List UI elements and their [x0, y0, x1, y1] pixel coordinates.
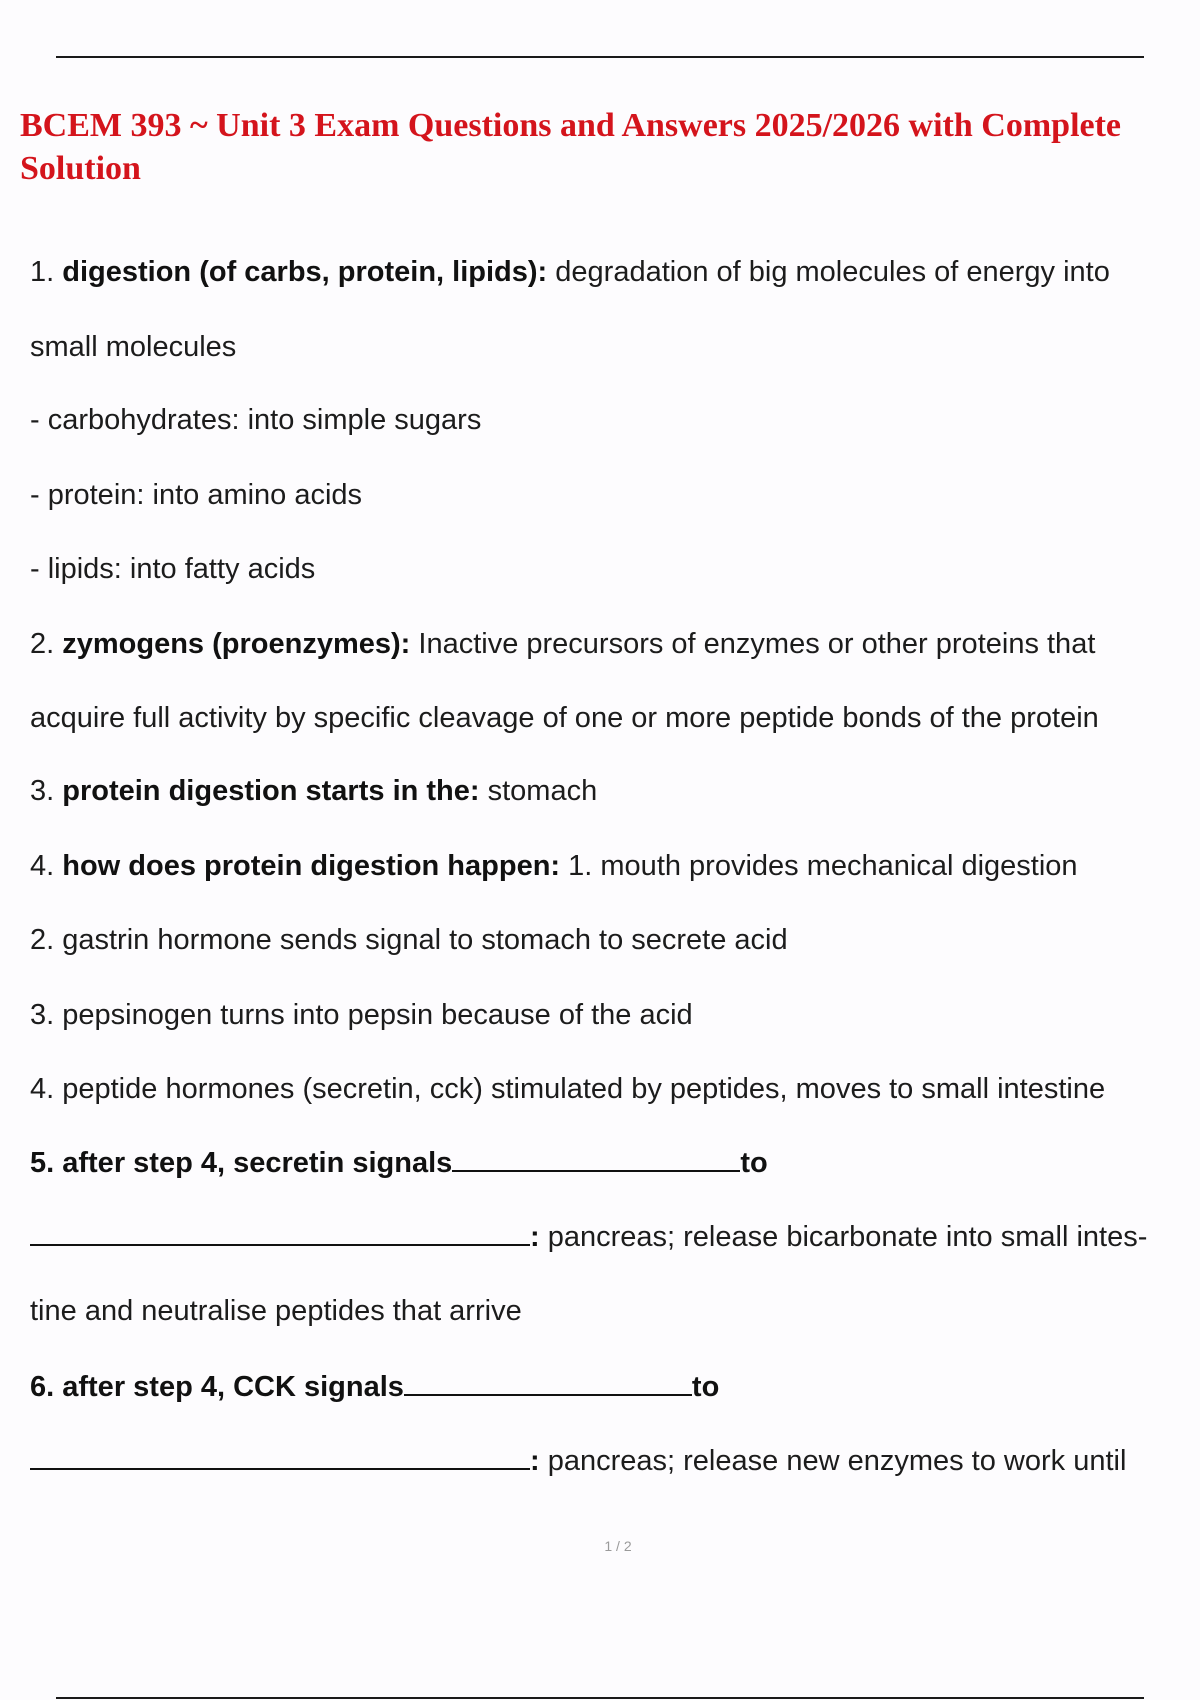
q4-number: 4. [30, 850, 55, 882]
q3-term: protein digestion starts in the: [62, 775, 480, 807]
q4-term: how does protein digestion happen: [62, 850, 561, 882]
q5-answer-line [30, 1219, 1200, 1255]
q4-step-3: 3. pepsinogen turns into pepsin because of the acid [30, 999, 693, 1031]
q2-answer-cont: acquire full activity by specific cleavage of one or more peptide bonds of the protein [30, 702, 1099, 734]
q3-line [30, 773, 1200, 809]
q6-answer-line [30, 1443, 1200, 1479]
page-number: 1 / 2 [604, 1538, 632, 1554]
q1-number: 1. [30, 256, 55, 288]
q5-colon: : [530, 1221, 540, 1253]
bottom-rule [56, 1697, 1144, 1699]
q5-blank-2 [30, 1220, 530, 1246]
q4-answer: 1. mouth provides mechanical digestion [568, 850, 1078, 882]
title-line-1: BCEM 393 ~ Unit 3 Exam Questions and Answers 2025/2026 with Complete [20, 107, 1122, 144]
q5-question: 5. after step 4, secretin signals [30, 1147, 453, 1179]
q4-line [30, 848, 1200, 884]
q6-colon: : [530, 1445, 540, 1477]
q1-item-protein: - protein: into amino acids [30, 479, 363, 511]
q5-to: to [740, 1147, 768, 1179]
q5-blank-1 [452, 1146, 740, 1172]
q2-term: zymogens (proenzymes): [62, 628, 411, 660]
q1-line [30, 254, 1200, 290]
top-rule [56, 56, 1144, 58]
q6-line [30, 1369, 1200, 1405]
q1-item-lipids: - lipids: into fatty acids [30, 553, 316, 585]
q6-to: to [691, 1371, 720, 1403]
q4-step-4: 4. peptide hormones (secretin, cck) stimulated by peptides, moves to small intestine [30, 1073, 1106, 1105]
q6-answer: pancreas; release new enzymes to work until [547, 1445, 1127, 1477]
q4-step-2: 2. gastrin hormone sends signal to stomach to secrete acid [30, 924, 788, 956]
q2-number: 2. [30, 628, 55, 660]
q1-answer: degradation of big molecules of energy into [555, 256, 1110, 288]
q5-answer-cont: tine and neutralise peptides that arrive [30, 1295, 522, 1327]
q6-blank-1 [404, 1370, 692, 1396]
q3-number: 3. [30, 775, 55, 807]
q1-answer-cont: small molecules [30, 331, 237, 363]
document-title [20, 104, 1200, 190]
q6-blank-2 [30, 1444, 530, 1470]
q3-answer: stomach [487, 775, 598, 807]
q2-line [30, 626, 1200, 662]
q6-question: 6. after step 4, CCK signals [30, 1371, 404, 1403]
q5-line [30, 1145, 1200, 1181]
q2-answer: Inactive precursors of enzymes or other proteins that [418, 628, 1096, 660]
q1-term: digestion (of carbs, protein, lipids): [62, 256, 548, 288]
q5-answer: pancreas; release bicarbonate into small intes- [547, 1221, 1148, 1253]
title-line-2: Solution [20, 150, 141, 187]
q1-item-carbohydrates: - carbohydrates: into simple sugars [30, 404, 482, 436]
